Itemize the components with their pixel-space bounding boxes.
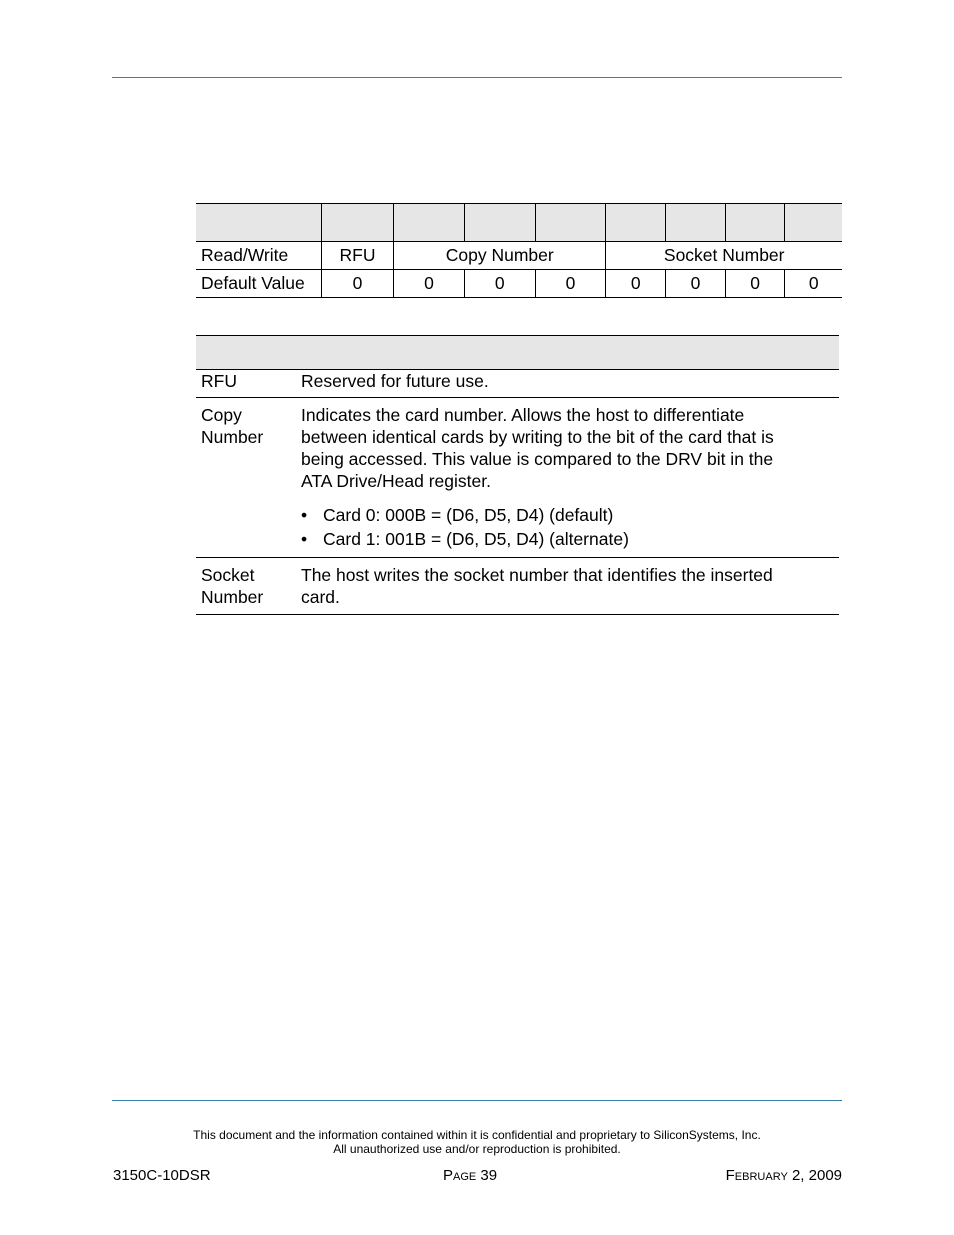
header-cell: [725, 204, 785, 242]
bit-value: 0: [785, 270, 842, 298]
description-table-header-row: [196, 336, 839, 370]
bit-value: 0: [725, 270, 785, 298]
bit-description-table: [196, 335, 839, 615]
bit-value: 0: [394, 270, 465, 298]
header-cell: [606, 204, 666, 242]
field-description: [301, 370, 839, 398]
copy-number-row: [196, 398, 839, 558]
bit-value: 0: [464, 270, 535, 298]
header-cell: [464, 204, 535, 242]
header-cell: [785, 204, 842, 242]
socket-number-row: [196, 558, 839, 615]
field-description-text: Reserved for future use.: [301, 371, 489, 391]
description-line: Indicates the card number. Allows the host to differentiate: [301, 405, 745, 425]
bit-value: 0: [535, 270, 606, 298]
field-name-line: Socket: [201, 565, 255, 585]
description-line: between identical cards by writing to the bit of the card that is: [301, 427, 774, 447]
field-name-line: Number: [201, 427, 264, 447]
row-label: Default Value: [196, 270, 322, 298]
description-line: ATA Drive/Head register.: [301, 471, 491, 491]
default-value-row: [196, 270, 842, 298]
header-cell: [301, 336, 839, 370]
bullet-icon: •: [301, 505, 308, 525]
field-name: [196, 558, 301, 615]
field-name: [196, 398, 301, 558]
register-table-header-row: [196, 204, 842, 242]
header-cell: [322, 204, 394, 242]
field-name: [196, 370, 301, 398]
bullet-icon: •: [301, 529, 308, 549]
header-cell: [394, 204, 465, 242]
reproduction-notice: All unauthorized use and/or reproduction is prohibited.: [333, 1142, 621, 1156]
register-bit-table: [196, 203, 842, 298]
header-cell: [535, 204, 606, 242]
page-number: Page 39: [443, 1167, 498, 1184]
bit-value: 0: [666, 270, 726, 298]
field-name-text: RFU: [201, 371, 237, 391]
socket-number-field: Socket Number: [606, 242, 842, 270]
field-name-line: Number: [201, 587, 264, 607]
header-cell: [196, 204, 322, 242]
description-line: card.: [301, 587, 340, 607]
bullet-list: [301, 503, 819, 551]
rfu-field: RFU: [322, 242, 394, 270]
field-name-line: Copy: [201, 405, 242, 425]
rfu-row: [196, 370, 839, 398]
document-id: 3150C-10DSR: [113, 1167, 211, 1184]
document-date: February 2, 2009: [725, 1167, 842, 1184]
footer-rule: [112, 1100, 842, 1101]
row-label: Read/Write: [196, 242, 322, 270]
description-line: being accessed. This value is compared to the DRV bit in the: [301, 449, 774, 469]
header-rule: [112, 77, 842, 78]
header-cell: [666, 204, 726, 242]
bullet-item: [301, 527, 819, 551]
header-cell: [196, 336, 301, 370]
copy-number-field: Copy Number: [394, 242, 606, 270]
bullet-text: Card 1: 001B = (D6, D5, D4) (alternate): [323, 529, 629, 549]
bit-value: 0: [606, 270, 666, 298]
read-write-row: [196, 242, 842, 270]
bullet-text: Card 0: 000B = (D6, D5, D4) (default): [323, 505, 614, 525]
field-description: [301, 558, 839, 615]
bullet-item: [301, 503, 819, 527]
field-description: [301, 398, 839, 558]
bit-value: 0: [322, 270, 394, 298]
description-line: The host writes the socket number that identifies the inserted: [301, 565, 773, 585]
confidentiality-notice: This document and the information contained within it is confidential and proprietary to SiliconSystems, Inc.: [193, 1128, 761, 1142]
